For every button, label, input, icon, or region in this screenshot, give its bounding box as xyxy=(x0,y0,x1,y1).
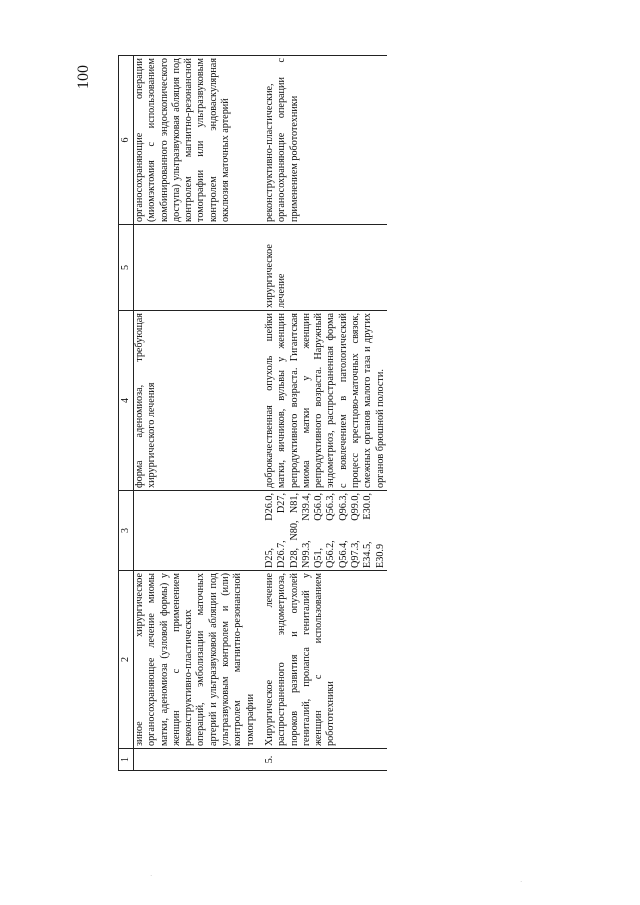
treatment-method: органосохраняющие операции (миомэктомия с использованием комбинированного эндоскопического доступа) ультразвуковая абляция под контролем магнитно-резонансной томографии или ультразвуковым контролем эндоваскулярная окклюзия маточных артерий xyxy=(134,56,258,225)
page-number: 100 xyxy=(75,65,92,89)
rotated-table-sheet xyxy=(118,56,386,771)
col-header-6: 6 xyxy=(119,56,134,225)
col-header-2: 2 xyxy=(119,571,134,749)
row-number xyxy=(134,749,258,771)
treatment-type xyxy=(134,225,258,311)
scan-speck: · xyxy=(150,872,153,880)
col-header-4: 4 xyxy=(119,311,134,491)
icd-codes: D25, D26.0, D26.7, D27, D28, N80, N81, N99.3, N39.4, Q51, Q56.0, Q56.2, Q56.3, Q56.4, Q96.3, Q97.3, Q99.0, E34.5, E30.0, E30.9 xyxy=(257,491,386,571)
document-table xyxy=(118,55,387,771)
table-header-row xyxy=(119,56,134,771)
patient-model: доброкачественная опухоль шейки матки, яичников, вульвы у женщин репродуктивного возраста. Гигантская миома матки у женщин репродуктивного возраста. Наружный эндометриоз, распространенная форма с вовлечением в патологический процесс крестцово-маточных связок, смежных органов малого таза и других органов брюшной полости. xyxy=(257,311,386,491)
row-number: 5. xyxy=(257,749,386,771)
treatment-type: хирургическое лечение xyxy=(257,225,386,311)
col-header-5: 5 xyxy=(119,225,134,311)
table-row xyxy=(257,56,386,771)
col-header-1: 1 xyxy=(119,749,134,771)
col-header-3: 3 xyxy=(119,491,134,571)
treatment-method: реконструктивно-пластические, органосохраняющие операции с применением робототехники xyxy=(257,56,386,225)
icd-codes xyxy=(134,491,258,571)
procedure-name: зиное хирургическое органосохраняющее лечение миомы матки, аденомиоза (узловой формы) у женщин с применением реконструктивно-пластических операций, эмболизации маточных артерий и ультразвуковой абляции под ультразвуковым контролем и (или) контролем магнитно-резонансной томографии xyxy=(134,571,258,749)
scan-speck: · xyxy=(520,878,523,886)
procedure-name: Хирургическое лечение распространенного эндометриоза, пороков развития и опухолей гениталий, пролапса гениталий у женщин с использованием робототехники xyxy=(257,571,386,749)
table-row xyxy=(134,56,258,771)
patient-model: форма аденомиоза, требующая хирургического лечения xyxy=(134,311,258,491)
